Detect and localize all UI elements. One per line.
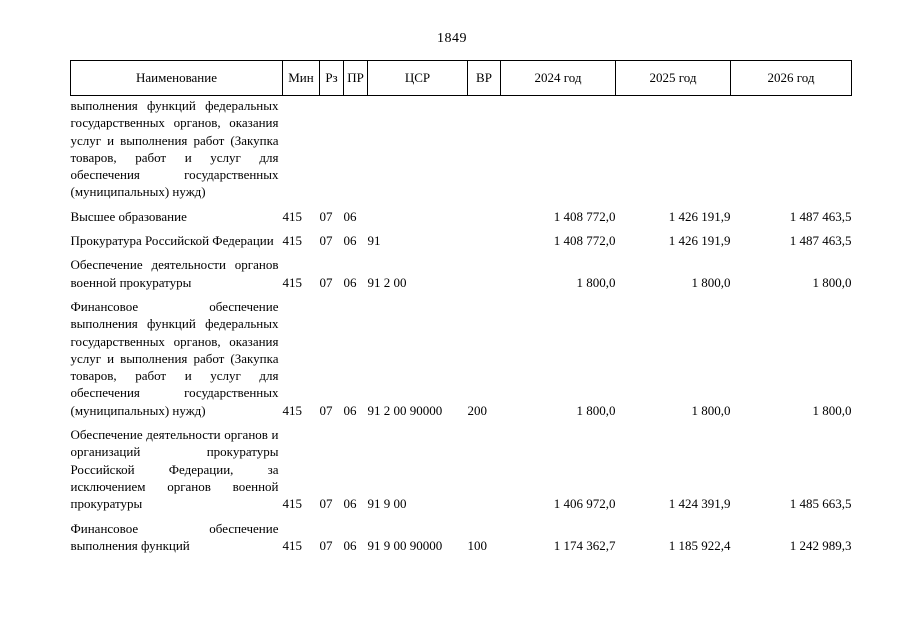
cell-2026 <box>731 96 852 201</box>
table-row <box>71 96 852 201</box>
cell-pr: 06 <box>343 496 357 512</box>
budget-table <box>70 60 852 554</box>
table-row <box>71 419 852 512</box>
header-vr: ВР <box>468 61 501 96</box>
cell-2025: 1 800,0 <box>691 274 731 290</box>
cell-min: 415 <box>282 233 302 249</box>
header-2025: 2025 год <box>616 61 731 96</box>
header-name: Наименование <box>71 61 283 96</box>
cell-rz <box>320 96 344 201</box>
cell-2024: 1 800,0 <box>576 402 616 418</box>
cell-csr: 91 2 00 90000 <box>367 402 443 418</box>
table-row <box>71 249 852 291</box>
cell-2024: 1 800,0 <box>576 274 616 290</box>
cell-csr: 91 9 00 90000 <box>367 537 443 553</box>
cell-name: Обеспечение деятельности органов и организаций прокуратуры Российской Федерации, за исключением органов военной прокуратуры <box>70 427 279 512</box>
cell-csr: 91 9 00 <box>367 496 407 512</box>
header-2024: 2024 год <box>501 61 616 96</box>
cell-2025 <box>616 96 731 201</box>
table-row <box>71 225 852 249</box>
cell-pr: 06 <box>343 274 357 290</box>
cell-2024: 1 406 972,0 <box>553 496 616 512</box>
cell-min: 415 <box>282 537 302 553</box>
cell-name: Высшее образование <box>70 208 187 224</box>
cell-min: 415 <box>282 274 302 290</box>
cell-pr: 06 <box>343 537 357 553</box>
table-body <box>71 96 852 555</box>
cell-rz: 07 <box>319 233 333 249</box>
cell-2025: 1 426 191,9 <box>668 208 731 224</box>
cell-vr: 100 <box>467 537 487 553</box>
table-row <box>71 201 852 225</box>
cell-2025: 1 426 191,9 <box>668 233 731 249</box>
header-min: Мин <box>283 61 320 96</box>
header-2026: 2026 год <box>731 61 852 96</box>
cell-csr <box>368 96 468 201</box>
cell-2026: 1 800,0 <box>812 402 852 418</box>
cell-2024: 1 408 772,0 <box>553 233 616 249</box>
table-row <box>71 513 852 555</box>
cell-2024: 1 174 362,7 <box>553 537 616 553</box>
header-pr: ПР <box>344 61 368 96</box>
cell-pr: 06 <box>343 233 357 249</box>
cell-rz: 07 <box>319 496 333 512</box>
cell-2024 <box>501 96 616 201</box>
cell-min: 415 <box>282 402 302 418</box>
cell-csr <box>368 201 468 225</box>
cell-2025: 1 800,0 <box>691 402 731 418</box>
cell-rz: 07 <box>319 208 333 224</box>
cell-2026: 1 242 989,3 <box>789 537 852 553</box>
cell-2026: 1 485 663,5 <box>789 496 852 512</box>
cell-2026: 1 487 463,5 <box>789 208 852 224</box>
cell-rz: 07 <box>319 537 333 553</box>
cell-2026: 1 800,0 <box>812 274 852 290</box>
cell-min: 415 <box>282 208 302 224</box>
cell-pr <box>344 96 368 201</box>
cell-vr <box>468 225 501 249</box>
cell-min: 415 <box>282 496 302 512</box>
cell-vr <box>468 419 501 512</box>
cell-2026: 1 487 463,5 <box>789 233 852 249</box>
cell-rz: 07 <box>319 402 333 418</box>
page-number: 1849 <box>437 31 467 46</box>
cell-name: Финансовое обеспечение выполнения функций федеральных государственных органов, оказания услуг и выполнения работ (Закупка товаров, работ и услуг для обеспечения государственных (муниципальных) нужд) <box>70 298 279 418</box>
cell-rz: 07 <box>319 274 333 290</box>
header-csr: ЦСР <box>368 61 468 96</box>
cell-2025: 1 424 391,9 <box>668 496 731 512</box>
cell-name: выполнения функций федеральных государственных органов, оказания услуг и выполнения работ (Закупка товаров, работ и услуг для обеспечения государственных (муниципальных) нужд) <box>70 98 279 200</box>
cell-vr <box>468 249 501 291</box>
cell-vr <box>468 96 501 201</box>
cell-2024: 1 408 772,0 <box>553 208 616 224</box>
table-header <box>71 61 852 96</box>
cell-vr: 200 <box>467 402 487 418</box>
cell-pr: 06 <box>343 402 357 418</box>
cell-2025: 1 185 922,4 <box>668 537 731 553</box>
cell-name: Прокуратура Российской Федерации <box>70 233 274 249</box>
cell-name: Финансовое обеспечение выполнения функций <box>70 520 279 553</box>
cell-csr: 91 2 00 <box>367 274 407 290</box>
cell-csr: 91 <box>367 233 381 249</box>
cell-name: Обеспечение деятельности органов военной прокуратуры <box>70 257 279 290</box>
header-rz: Рз <box>320 61 344 96</box>
cell-min <box>283 96 320 201</box>
cell-pr: 06 <box>343 208 357 224</box>
table-row <box>71 291 852 419</box>
cell-vr <box>468 201 501 225</box>
